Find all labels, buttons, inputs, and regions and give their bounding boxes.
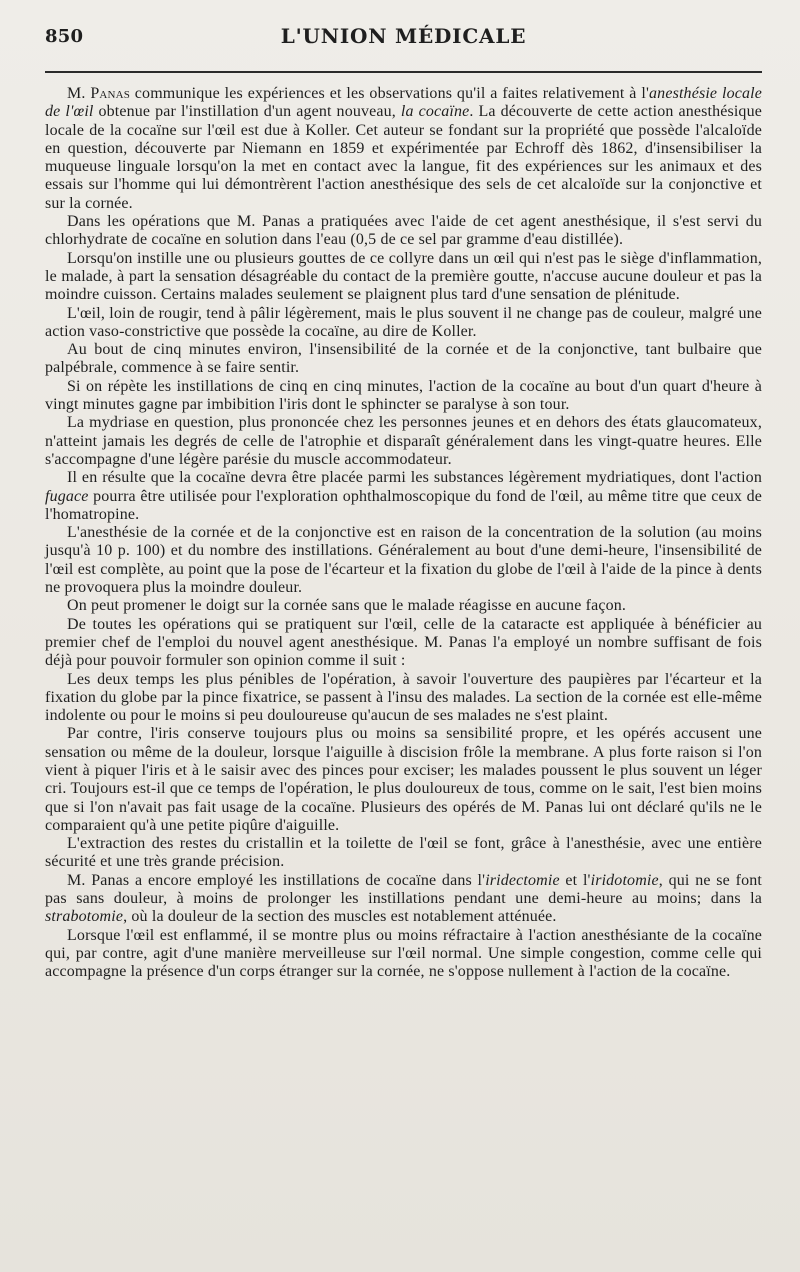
journal-title: L'UNION MÉDICALE — [280, 24, 527, 48]
paragraph-1-text-b: obtenue par l'instillation d'un agent nouveau, — [93, 103, 401, 121]
paragraph-1 — [45, 85, 762, 213]
paragraph-1-italic-2: la cocaïne — [400, 103, 470, 121]
paragraph-1-italic-1: anesthésie locale de l'œil — [45, 85, 762, 121]
page-number: 850 — [45, 26, 84, 47]
paragraph-15-italic-3: strabotomie — [45, 908, 124, 926]
paragraph-1-text-c: . La découverte de cette action anesthésique locale de la cocaïne sur l'œil est due à Koller. Cet auteur se fondant sur la propriété que possède l'alcaloïde en question, découverte par Niemann en 1859 et expérimentée par Echroff dès 1862, d'insensibiliser la muqueuse linguale lorsqu'on la met en contact avec la langue, fit des expériences sur les animaux et des essais sur l'homme qui lui démontrèrent l'action anesthésique des sels de cet alcaloïde sur la conjonctive et sur la cornée. — [45, 103, 762, 212]
page-header — [45, 18, 762, 46]
paragraph-8-text-b: pourra être utilisée pour l'exploration ophthalmoscopique du fond de l'œil, au même titre que ceux de l'homatropine. — [45, 487, 762, 523]
paragraph-15-text-b: et l' — [559, 871, 591, 889]
paragraph-8-text-a: Il en résulte que la cocaïne devra être placée parmi les substances légèrement mydriatiques, dont l'action — [67, 469, 762, 487]
paragraph-13: Par contre, l'iris conserve toujours plus ou moins sa sensibilité propre, et les opérés accusent une sensation ou même de la douleur, lorsque l'aiguille à discision frôle la membrane. A plus forte raison si l'on vient à piquer l'iris et à le saisir avec des pinces pour exciser; les malades poussent le plus souvent un léger cri. Toujours est-il que ce temps de l'opération, le plus douloureux de tous, comme on le sait, l'est bien moins que si l'on n'avait pas fait usage de la cocaïne. Plusieurs des opérés de M. Panas lui ont déclaré qu'ils ne le comparaient qu'à une petite piqûre d'aiguille. — [45, 725, 762, 834]
header-rule — [45, 71, 762, 73]
paragraph-1-start: M. — [67, 85, 91, 102]
paragraph-6: Si on répète les instillations de cinq en cinq minutes, l'action de la cocaïne au bout d'un quart d'heure à vingt minutes gagne par imbibition l'iris dont le sphincter se paralyse à son tour. — [45, 377, 762, 414]
paragraph-11: De toutes les opérations qui se pratiquent sur l'œil, celle de la cataracte est appliquée à bénéficier au premier chef de l'emploi du nouvel agent anesthésique. M. Panas l'a employé un nombre suffisant de fois déjà pour pouvoir formuler son opinion comme il suit : — [45, 615, 762, 670]
paragraph-5: Au bout de cinq minutes environ, l'insensibilité de la cornée et de la conjonctive, tant bulbaire que palpébrale, commence à se faire sentir. — [45, 341, 762, 377]
paragraph-8-italic-1: fugace — [45, 487, 89, 505]
paragraph-15-text-d: , où la douleur de la section des muscles est notablement atténuée. — [123, 908, 557, 926]
author-name-panas: Panas — [90, 85, 130, 102]
paragraph-16: Lorsque l'œil est enflammé, il se montre plus ou moins réfractaire à l'action anesthésiante de la cocaïne qui, par contre, agit d'une manière merveilleuse sur l'œil normal. Une simple congestion, comme celle qui accompagne la présence d'un corps étranger sur la cornée, ne s'oppose nullement à l'action de la cocaïne. — [45, 926, 762, 981]
paragraph-14: L'extraction des restes du cristallin et la toilette de l'œil se font, grâce à l'anesthésie, avec une entière sécurité et une très grande précision. — [45, 835, 762, 871]
paragraph-15-text-a: M. Panas a encore employé les instillations de cocaïne dans l' — [67, 871, 486, 889]
paragraph-10: On peut promener le doigt sur la cornée sans que le malade réagisse en aucune façon. — [67, 597, 627, 615]
paragraph-9: L'anesthésie de la cornée et de la conjonctive est en raison de la concentration de la solution (au moins jusqu'à 10 p. 100) et du nombre des instillations. Généralement au bout d'une demi-heure, l'insensibilité de l'œil est complète, au point que la pose de l'écarteur et la fixation du globe de l'œil à l'aide de la pince à dents ne provoquera plus la moindre douleur. — [45, 524, 762, 597]
paragraph-3: Lorsqu'on instille une ou plusieurs gouttes de ce collyre dans un œil qui n'est pas le siège d'inflammation, le malade, à part la sensation désagréable du contact de la première goutte, n'accuse aucune douleur et pas la moindre cuisson. Certains malades seulement se plaignent plus tard d'une sensation de plénitude. — [45, 249, 762, 304]
paragraph-12: Les deux temps les plus pénibles de l'opération, à savoir l'ouverture des paupières par l'écarteur et la fixation du globe par la pince fixatrice, se passent à l'insu des malades. La section de la cornée est elle-même indolente ou pour le moins si peu douloureuse qu'aucun de ses malades ne s'est plaint. — [45, 670, 762, 725]
article-body — [45, 85, 762, 982]
paragraph-4: L'œil, loin de rougir, tend à pâlir légèrement, mais le plus souvent il ne change pas de couleur, malgré une action vaso-constrictive que possède la cocaïne, au dire de Koller. — [45, 304, 762, 340]
paragraph-7: La mydriase en question, plus prononcée chez les personnes jeunes et en dehors des états glaucomateux, n'atteint jamais les degrés de celle de l'atrophie et disparaît généralement dans les vingt-quatre heures. Elle s'accompagne d'une légère parésie du muscle accommodateur. — [45, 414, 762, 468]
paragraph-15-italic-2: iridotomie — [590, 871, 659, 889]
paragraph-15-text-c: , qui ne se font pas sans douleur, à moins de prolonger les instillations pendant une demi-heure au moins; dans la — [45, 871, 762, 908]
paragraph-2: Dans les opérations que M. Panas a pratiquées avec l'aide de cet agent anesthésique, il s'est servi du chlorhydrate de cocaïne en solution dans l'eau (0,5 de ce sel par gramme d'eau distillée). — [45, 213, 762, 249]
paragraph-8 — [45, 469, 762, 524]
paragraph-15-italic-1: iridectomie — [485, 871, 560, 889]
paragraph-15 — [45, 872, 762, 927]
paragraph-1-text-a: communique les expériences et les observations qu'il a faites relativement à l' — [129, 85, 650, 102]
